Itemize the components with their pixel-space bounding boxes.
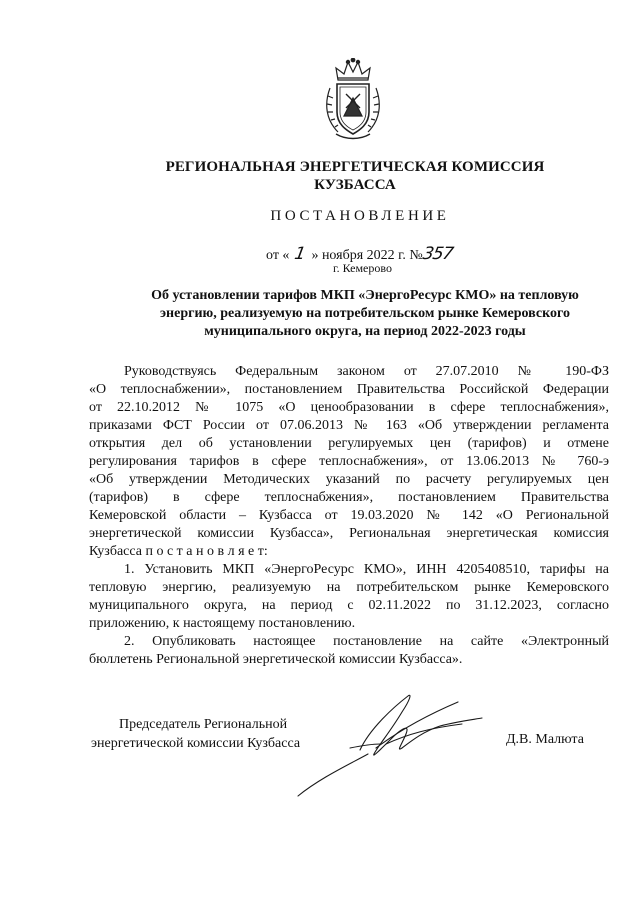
body-line: «Об утверждении Методических указаний по расчету регулируемых цен bbox=[89, 472, 609, 487]
body-line: «О теплоснабжении», постановлением Правительства Российской Федерации bbox=[89, 382, 609, 397]
document-title-line2: энергию, реализуемую на потребительском рынке Кемеровского bbox=[160, 306, 570, 321]
body-line: от 22.10.2012 № 1075 «О ценообразовании в сфере теплоснабжения», bbox=[89, 400, 609, 415]
date-month-year: » ноября 2022 г. № bbox=[311, 248, 423, 263]
body-line: Кузбасса п о с т а н о в л я е т: bbox=[89, 544, 268, 559]
body-line: Кемеровской области – Кузбасса от 19.03.2020 № 142 «О Региональной bbox=[89, 508, 609, 523]
body-line: приказами ФСТ России от 07.06.2013 № 163 «Об утверждении регламента bbox=[89, 418, 609, 433]
signatory-position-line1: Председатель Региональной bbox=[119, 717, 288, 732]
body-line: Руководствуясь Федеральным законом от 27.07.2010 № 190-ФЗ bbox=[124, 364, 609, 379]
organization-name-line1: РЕГИОНАЛЬНАЯ ЭНЕРГЕТИЧЕСКАЯ КОМИССИЯ bbox=[165, 159, 545, 175]
clause-2-line: бюллетень Региональной энергетической комиссии Кузбасса». bbox=[89, 652, 463, 667]
clause-1-line: тепловую энергию, реализуемую на потребительском рынке Кемеровского bbox=[89, 580, 609, 595]
handwritten-signature bbox=[290, 688, 490, 798]
date-prefix: от « bbox=[266, 248, 290, 263]
clause-2-line: 2. Опубликовать настоящее постановление на сайте «Электронный bbox=[124, 634, 609, 649]
clause-1-line: муниципального округа, на период с 02.11.2022 по 31.12.2023, согласно bbox=[89, 598, 609, 613]
handwritten-document-number: 357 bbox=[420, 244, 454, 264]
document-type-heading: ПОСТАНОВЛЕНИЕ bbox=[270, 208, 450, 224]
signatory-name: Д.В. Малюта bbox=[506, 732, 584, 747]
clause-1-line: приложению, к настоящему постановлению. bbox=[89, 616, 356, 631]
clause-1-line: 1. Установить МКП «ЭнергоРесурс КМО», ИНН 4205408510, тарифы на bbox=[124, 562, 609, 577]
body-line: (тарифов) в сфере теплоснабжения», постановлением Правительства bbox=[89, 490, 609, 505]
document-city: г. Кемерово bbox=[333, 261, 392, 275]
body-line: регулирования тарифов в сфере теплоснабжения», от 13.06.2013 № 760-э bbox=[89, 454, 609, 469]
coat-of-arms-emblem bbox=[322, 58, 384, 142]
organization-name-line2: КУЗБАССА bbox=[314, 177, 396, 193]
body-line: открытия дел об установлении регулируемых цен (тарифов) и отмене bbox=[89, 436, 609, 451]
signatory-position-line2: энергетической комиссии Кузбасса bbox=[91, 736, 301, 751]
document-title-line1: Об установлении тарифов МКП «ЭнергоРесурс КМО» на тепловую bbox=[151, 288, 579, 303]
handwritten-date-day: 1 bbox=[293, 244, 308, 264]
body-line: энергетической комиссии Кузбасса», Региональная энергетическая комиссия bbox=[89, 526, 609, 541]
document-title-line3: муниципального округа, на период 2022-2023 годы bbox=[204, 324, 526, 339]
